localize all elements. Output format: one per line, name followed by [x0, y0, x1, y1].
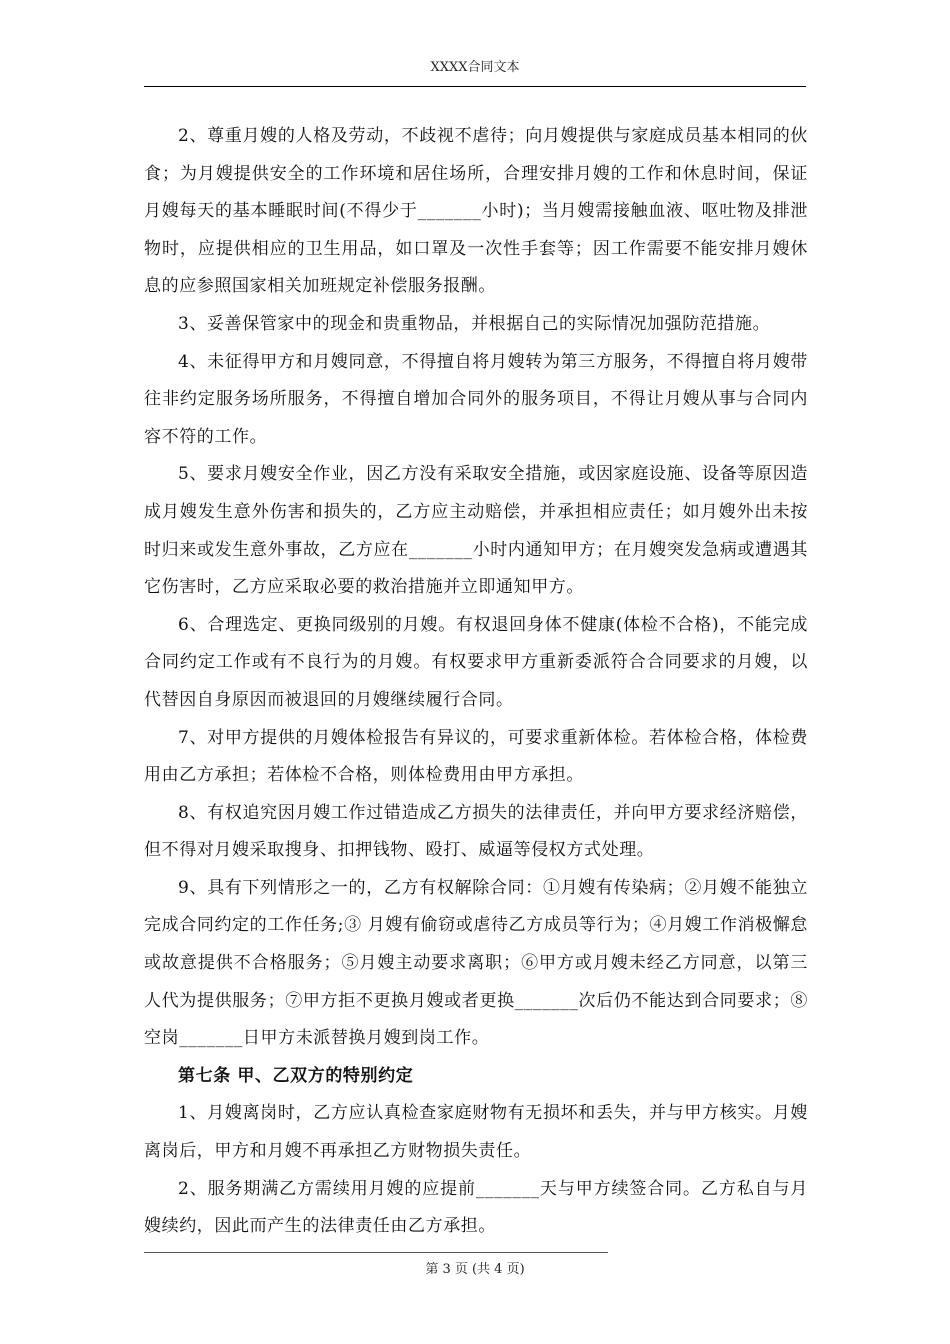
header-divider	[144, 86, 806, 87]
clause-paragraph: 2、服务期满乙方需续用月嫂的应提前_______天与甲方续签合同。乙方私自与月嫂续约，因此而产生的法律责任由乙方承担。	[144, 1178, 808, 1237]
footer-divider	[144, 1252, 608, 1253]
clause-paragraph: 2、尊重月嫂的人格及劳动，不歧视不虐待；向月嫂提供与家庭成员基本相同的伙食；为月嫂提供安全的工作环境和居住场所，合理安排月嫂的工作和休息时间，保证月嫂每天的基本睡眠时间(不得少于_______小时)；当月嫂需接触血液、呕吐物及排泄物时，应提供相应的卫生用品，如口罩及一次性手套等；因工作需要不能安排月嫂休息的应参照国家相关加班规定补偿服务报酬。	[144, 126, 808, 297]
document-body	[144, 118, 808, 1246]
clause-paragraph: 6、合理选定、更换同级别的月嫂。有权退回身体不健康(体检不合格)，不能完成合同约定工作或有不良行为的月嫂。有权要求甲方重新委派符合合同要求的月嫂，以代替因自身原因而被退回的月嫂继续履行合同。	[144, 614, 808, 710]
clause-paragraph: 3、妥善保管家中的现金和贵重物品，并根据自己的实际情况加强防范措施。	[178, 313, 771, 334]
clause-paragraph: 8、有权追究因月嫂工作过错造成乙方损失的法律责任，并向甲方要求经济赔偿，但不得对月嫂采取搜身、扣押钱物、殴打、威逼等侵权方式处理。	[144, 802, 808, 861]
clause-paragraph: 1、月嫂离岗时，乙方应认真检查家庭财物有无损坏和丢失，并与甲方核实。月嫂离岗后，甲方和月嫂不再承担乙方财物损失责任。	[144, 1103, 808, 1162]
clause-paragraph: 5、要求月嫂安全作业，因乙方没有采取安全措施，或因家庭设施、设备等原因造成月嫂发生意外伤害和损失的，乙方应主动赔偿，并承担相应责任；如月嫂外出未按时归来或发生意外事故，乙方应在_______小时内通知甲方；在月嫂突发急病或遭遇其它伤害时，乙方应采取必要的救治措施并立即通知甲方。	[144, 464, 808, 598]
page-header: XXXX合同文本	[430, 60, 520, 75]
clause-paragraph: 9、具有下列情形之一的，乙方有权解除合同：①月嫂有传染病；②月嫂不能独立完成合同约定的工作任务;③ 月嫂有偷窃或虐待乙方成员等行为；④月嫂工作消极懈怠或故意提供不合格服务；⑤月嫂主动要求离职；⑥甲方或月嫂未经乙方同意，以第三人代为提供服务；⑦甲方拒不更换月嫂或者更换_______次后仍不能达到合同要求；⑧空岗_______日甲方未派替换月嫂到岗工作。	[144, 877, 808, 1049]
clause-paragraph: 7、对甲方提供的月嫂体检报告有异议的，可要求重新体检。若体检合格，体检费用由乙方承担；若体检不合格，则体检费用由甲方承担。	[144, 727, 808, 786]
section-heading: 第七条 甲、乙双方的特别约定	[178, 1065, 414, 1086]
clause-paragraph: 4、未征得甲方和月嫂同意，不得擅自将月嫂转为第三方服务，不得擅自将月嫂带往非约定服务场所服务，不得擅自增加合同外的服务项目，不得让月嫂从事与合同内容不符的工作。	[144, 351, 808, 447]
page-number: 第 3 页 (共 4 页)	[425, 1262, 525, 1277]
